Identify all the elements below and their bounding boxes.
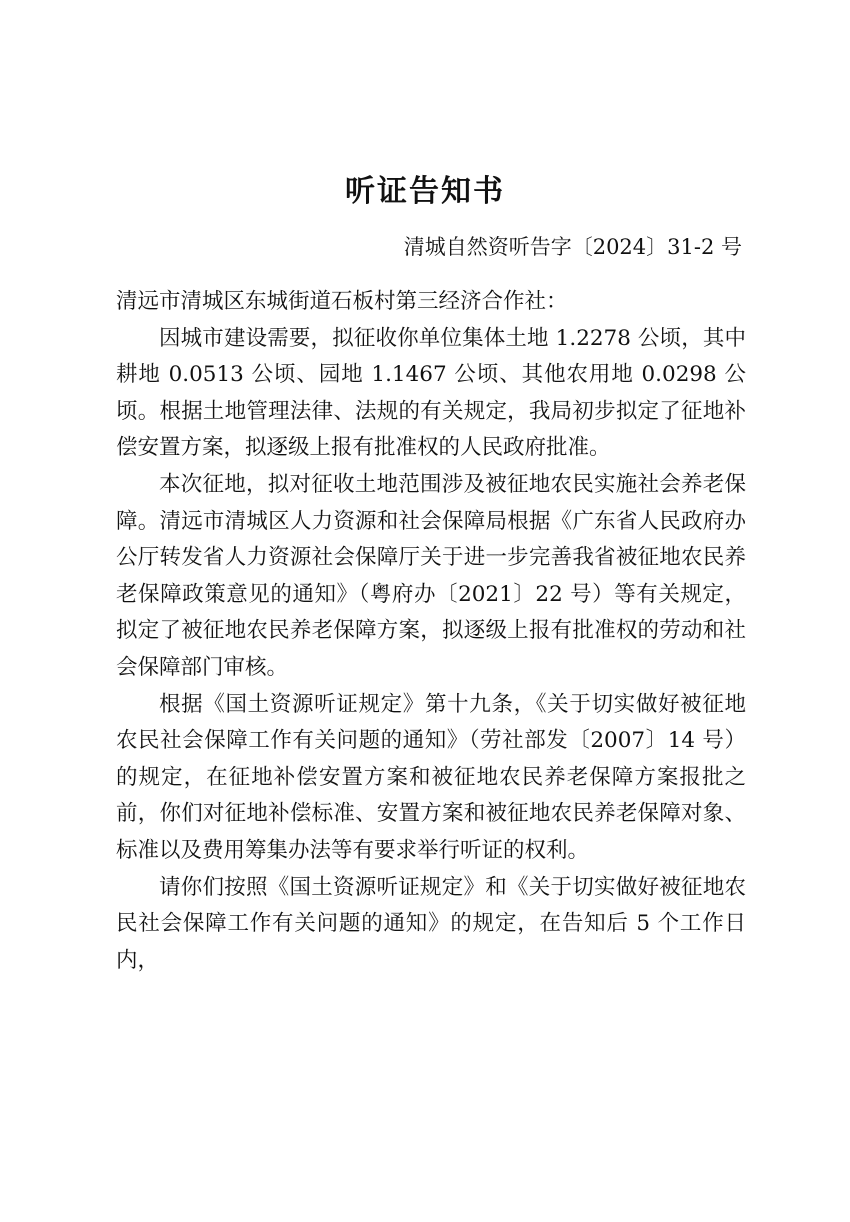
document-number: 清城自然资听告字〔2024〕31-2 号 (403, 235, 742, 259)
paragraph-hearing-rights: 根据《国土资源听证规定》第十九条，《关于切实做好被征地农民社会保障工作有关问题的通知》（劳社部发〔2007〕14 号）的规定，在征地补偿安置方案和被征地农民养老保障方案报批之前，你们对征地补偿标准、安置方案和被征地农民养老保障对象、标准以及费用筹集办法等有要求举行听证的权利。 (116, 691, 746, 863)
salutation: 清远市清城区东城街道石板村第三经济合作社： (116, 289, 568, 314)
document-body (116, 284, 746, 979)
paragraph-hearing-request: 请你们按照《国土资源听证规定》和《关于切实做好被征地农民社会保障工作有关问题的通知》的规定，在告知后 5 个工作日内， (116, 874, 746, 973)
paragraph-pension-security: 本次征地，拟对征收土地范围涉及被征地农民实施社会养老保障。清远市清城区人力资源和社会保障局根据《广东省人民政府办公厅转发省人力资源社会保障厅关于进一步完善我省被征地农民养老保障政策意见的通知》（粤府办〔2021〕22 号）等有关规定，拟定了被征地农民养老保障方案，拟逐级上报有批准权的劳动和社会保障部门审核。 (116, 471, 746, 680)
paragraph-land-acquisition: 因城市建设需要，拟征收你单位集体土地 1.2278 公顷，其中耕地 0.0513 公顷、园地 1.1467 公顷、其他农用地 0.0298 公顷。根据土地管理法律、法规的有关规定，我局初步拟定了征地补偿安置方案，拟逐级上报有批准权的人民政府批准。 (116, 325, 746, 461)
document-title: 听证告知书 (345, 174, 505, 209)
